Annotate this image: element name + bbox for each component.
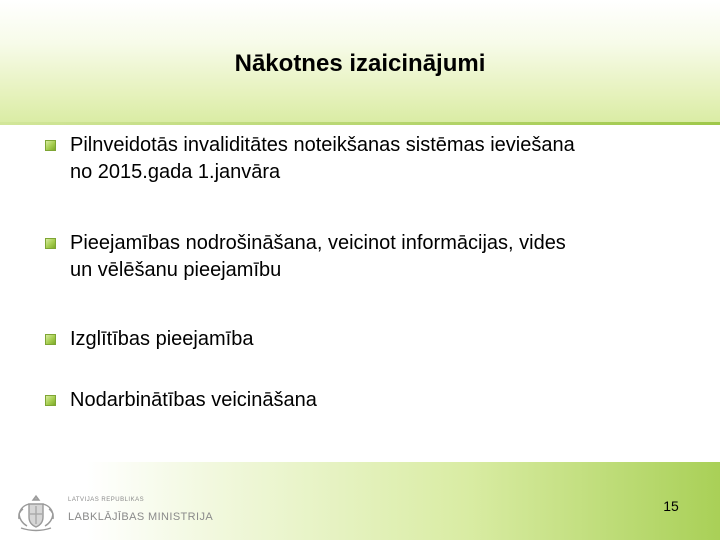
bullet-text-line: no 2015.gada 1.janvāra <box>70 161 281 183</box>
organization-name-line2: LABKLĀJĪBAS MINISTRIJA <box>68 511 214 523</box>
bullet-list <box>44 132 694 414</box>
coat-of-arms-icon <box>12 492 60 532</box>
bullet-item <box>44 326 694 353</box>
bullet-item <box>44 387 694 414</box>
bullet-text-line: Pieejamības nodrošināšana, veicinot informācijas, vides <box>70 232 566 254</box>
bullet-text-line: Pilnveidotās invaliditātes noteikšanas sistēmas ieviešana <box>70 134 575 156</box>
organization-name-line1: LATVIJAS REPUBLIKAS <box>68 497 145 503</box>
bullet-square-icon <box>45 395 56 406</box>
bullet-item <box>44 132 694 186</box>
header-divider <box>0 122 720 125</box>
bullet-square-icon <box>45 140 56 151</box>
bullet-square-icon <box>45 334 56 345</box>
bullet-text-line: Izglītības pieejamība <box>70 328 254 350</box>
bullet-text-line: un vēlēšanu pieejamību <box>70 259 282 281</box>
bullet-text-line: Nodarbinātības veicināšana <box>70 389 317 411</box>
bullet-square-icon <box>45 238 56 249</box>
slide-title: Nākotnes izaicinājumi <box>234 50 486 77</box>
bullet-item <box>44 230 694 284</box>
page-number: 15 <box>663 498 679 514</box>
